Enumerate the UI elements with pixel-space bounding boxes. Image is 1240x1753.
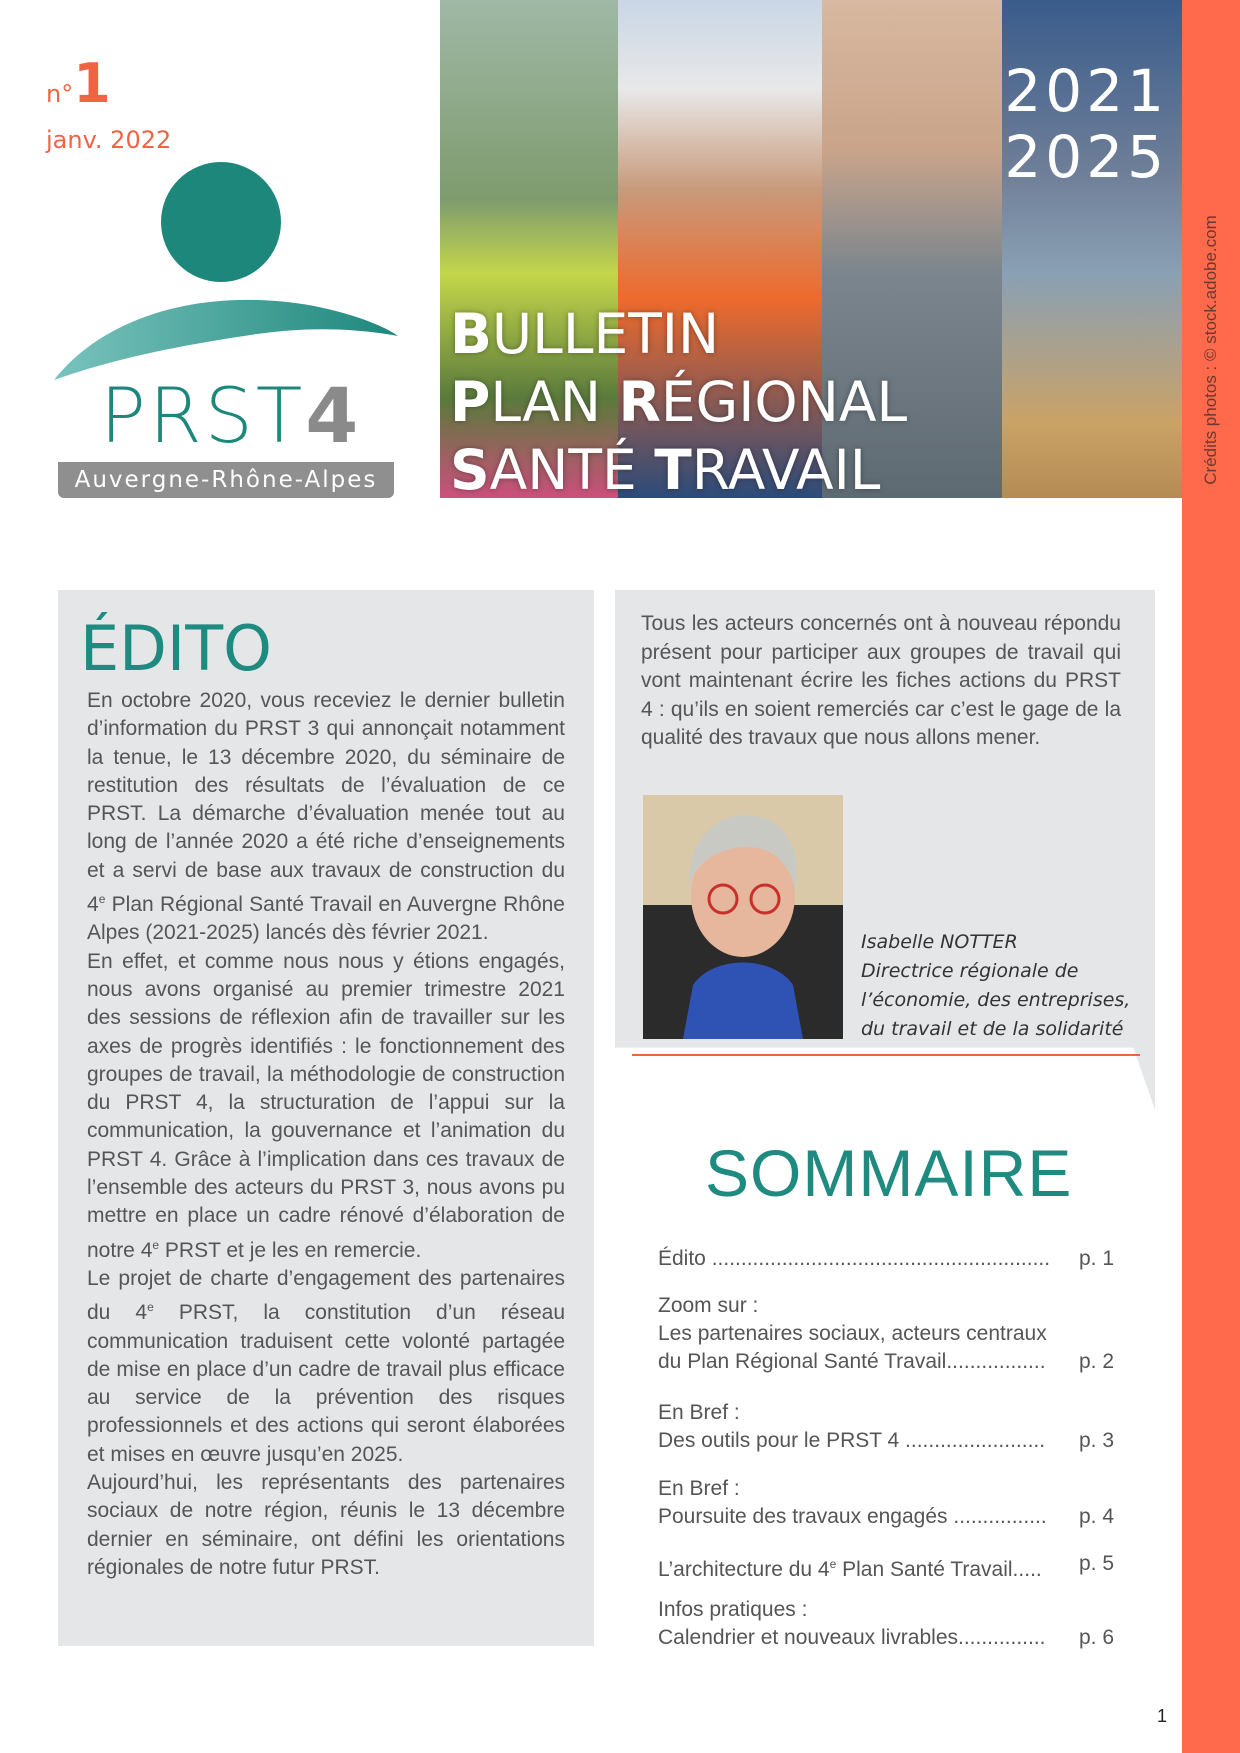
year-end: 2025 [1004, 123, 1168, 191]
logo-number: 4 [305, 371, 362, 460]
signature [861, 928, 1130, 1044]
toc-entry[interactable]: En Bref : Poursuite des travaux engagés ................ p. 4 [658, 1475, 1114, 1531]
issue-prefix: n° [46, 80, 74, 108]
edito-paragraph: Le projet de charte d’engagement des partenaires du 4e PRST, la constitution d’un réseau communication traduisent cette volonté partagée de mise en place d’un cadre de travail plus efficace au service de la prévention des risques professionnels et des actions qui seront élaborées et mises en œuvre jusqu’en 2025. [87, 1266, 565, 1466]
toc-page: p. 4 [1078, 1505, 1114, 1528]
toc-page: p. 5 [1078, 1552, 1114, 1575]
edito-title: ÉDITO [80, 612, 272, 685]
toc-subtitle: Les partenaires sociaux, acteurs centraux [658, 1322, 1047, 1345]
toc-entry[interactable]: Édito .......................................................... p. 1 [658, 1245, 1114, 1273]
toc-entry[interactable]: Zoom sur : Les partenaires sociaux, acteurs centraux du Plan Régional Santé Travail................. p. 2 [658, 1292, 1114, 1376]
toc-page: p. 6 [1078, 1626, 1114, 1649]
title-line-1: BULLETIN [450, 302, 720, 366]
logo-region: Auvergne-Rhône-Alpes [58, 462, 394, 498]
photo-credits-text: Crédits photos : © stock.adobe.com [1201, 215, 1220, 485]
issue-num: 1 [73, 52, 111, 115]
title-line-2: PLAN RÉGIONAL [450, 370, 908, 434]
sommaire-title: SOMMAIRE [705, 1136, 1073, 1210]
logo-wave-icon [54, 296, 398, 380]
toc-page: p. 3 [1078, 1429, 1114, 1452]
logo-wordmark [100, 371, 362, 460]
issue-date: janv. 2022 [46, 126, 172, 154]
signature-divider [632, 1054, 1140, 1056]
plan-years [1004, 58, 1168, 190]
portrait-photo [643, 795, 843, 1039]
edito-paragraph: En effet, et comme nous nous y étions engagés, nous avons organisé au premier trimestre 2021 des sessions de réflexion afin de travailler sur les axes de progrès identifiés : le fonctionnement des groupes de travail, la méthodologie de construction du PRST 4, la structuration de l’appui sur la communication, la gouvernance et l’animation du PRST 4. Grâce à l’implication dans ces travaux de l’ensemble des acteurs du PRST 3, nous avons pu mettre en place un cadre rénové d’élaboration de notre 4e PRST et je les en remercie. [87, 949, 565, 1262]
signature-name: Isabelle NOTTER [861, 931, 1018, 953]
year-start: 2021 [1004, 57, 1168, 125]
signature-role: l’économie, des entreprises, [861, 989, 1131, 1011]
title-line-3: SANTÉ TRAVAIL [450, 438, 881, 502]
signature-role: du travail et de la solidarité [861, 1018, 1124, 1040]
photo-credits [1178, 200, 1240, 500]
edito-body [87, 687, 565, 1582]
logo-head-icon [161, 162, 281, 282]
bulletin-title [450, 300, 907, 504]
toc-page: p. 2 [1078, 1350, 1114, 1373]
toc-page: p. 1 [1078, 1247, 1114, 1270]
edito-paragraph: En octobre 2020, vous receviez le dernier bulletin d’information du PRST 3 qui annonçait notamment la tenue, le 13 décembre 2020, du séminaire de restitution des résultats de l’évaluation de ce PRST. La démarche d’évaluation menée tout au long de l’année 2020 a été riche d’enseignements et a servi de base aux travaux de construction du 4e Plan Régional Santé Travail en Auvergne Rhône Alpes (2021-2025) lancés dès février 2021. [87, 689, 565, 945]
issue-number [46, 52, 111, 115]
page-number: 1 [1157, 1706, 1168, 1726]
intro-text: Tous les acteurs concernés ont à nouveau répondu présent pour participer aux groupes de travail qui vont maintenant écrire les fiches actions du PRST 4 : qu’ils en soient remerciés car c’est le gage de la qualité des travaux que nous allons mener. [641, 612, 1121, 749]
toc-section-label: En Bref : [658, 1477, 740, 1500]
edito-paragraph: Aujourd’hui, les représentants des partenaires sociaux de notre région, réunis le 13 décembre dernier en séminaire, ont défini les orientations régionales de notre futur PRST. [87, 1471, 565, 1579]
toc-entry[interactable]: En Bref : Des outils pour le PRST 4 ........................ p. 3 [658, 1399, 1114, 1455]
signature-role: Directrice régionale de [861, 960, 1079, 982]
toc-section-label: Zoom sur : [658, 1294, 759, 1317]
logo-name: PRST [100, 371, 306, 460]
toc-entry[interactable]: L’architecture du 4e Plan Santé Travail..... p. 5 [658, 1550, 1114, 1584]
toc-section-label: En Bref : [658, 1401, 740, 1424]
toc-entry[interactable]: Infos pratiques : Calendrier et nouveaux livrables............... p. 6 [658, 1596, 1114, 1652]
toc-section-label: Infos pratiques : [658, 1598, 808, 1621]
